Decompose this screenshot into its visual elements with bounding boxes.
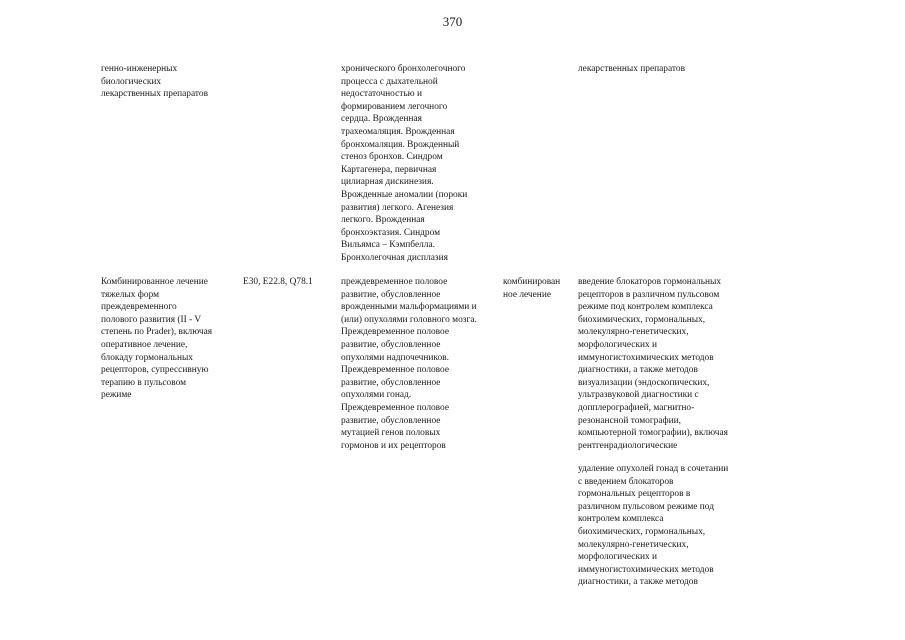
row2-treatment-method: введение блокаторов гормональных рецепторов в различном пульсовом режиме под контролем комплекса биохимических, гормональных, молекулярно-генетических, морфологических и иммуногистохимических методов диагностики, а также методов визуализации (эндоскопических, ультразвуковой диагностики с допплерографией, магнитно- резонансной томографии, компьютерной томографии), включая рентгенрадиологические — [578, 277, 728, 451]
row2-treatment-name: Комбинированное лечение тяжелых форм преждевременного полового развития (II - V степень по Prader), включая оперативное лечение, блокаду гормональных рецепторов, супрессивную терапию в пульсовом режиме — [101, 277, 213, 401]
row2-treatment-method-alt: удаление опухолей гонад в сочетании с введением блокаторов гормональных рецепторов в различном пульсовом режиме под контролем комплекса биохимических, гормональных, молекулярно-генетических, морфологических и иммуногистохимических методов диагностики, а также методов — [578, 464, 729, 588]
row2-patient-model: преждевременное половое развитие, обусловленное врожденными мальформациями и (или) опухолями головного мозга. Преждевременное половое развитие, обусловленное опухолями надпочечников. Преждевременное половое развитие, обусловленное опухолями гонад. Преждевременное половое развитие, обусловленное мутацией генов половых гормонов и их рецепторов — [341, 277, 477, 451]
row1-treatment-name: генно-инженерных биологических лекарственных препаратов — [101, 64, 208, 100]
row2-treatment-type: комбинирован ное лечение — [503, 277, 561, 300]
page-number: 370 — [442, 14, 463, 29]
row1-treatment-method: лекарственных препаратов — [578, 64, 685, 74]
row1-patient-model: хронического бронхолегочного процесса с дыхательной недостаточностью и формированием легочного сердца. Врожденная трахеомаляция. Врожденная бронхомаляция. Врожденный стеноз бронхов. Синдром Картагенера, первичная цилиарная дискинезия. Врожденные аномалии (пороки развития) легкого. Агенезия легкого. Врожденная бронхоэктазия. Синдром Вильямса – Кэмпбелла. Бронхолегочная дисплазия — [341, 64, 468, 263]
row2-icd-codes: E30, E22.8, Q78.1 — [243, 277, 313, 287]
